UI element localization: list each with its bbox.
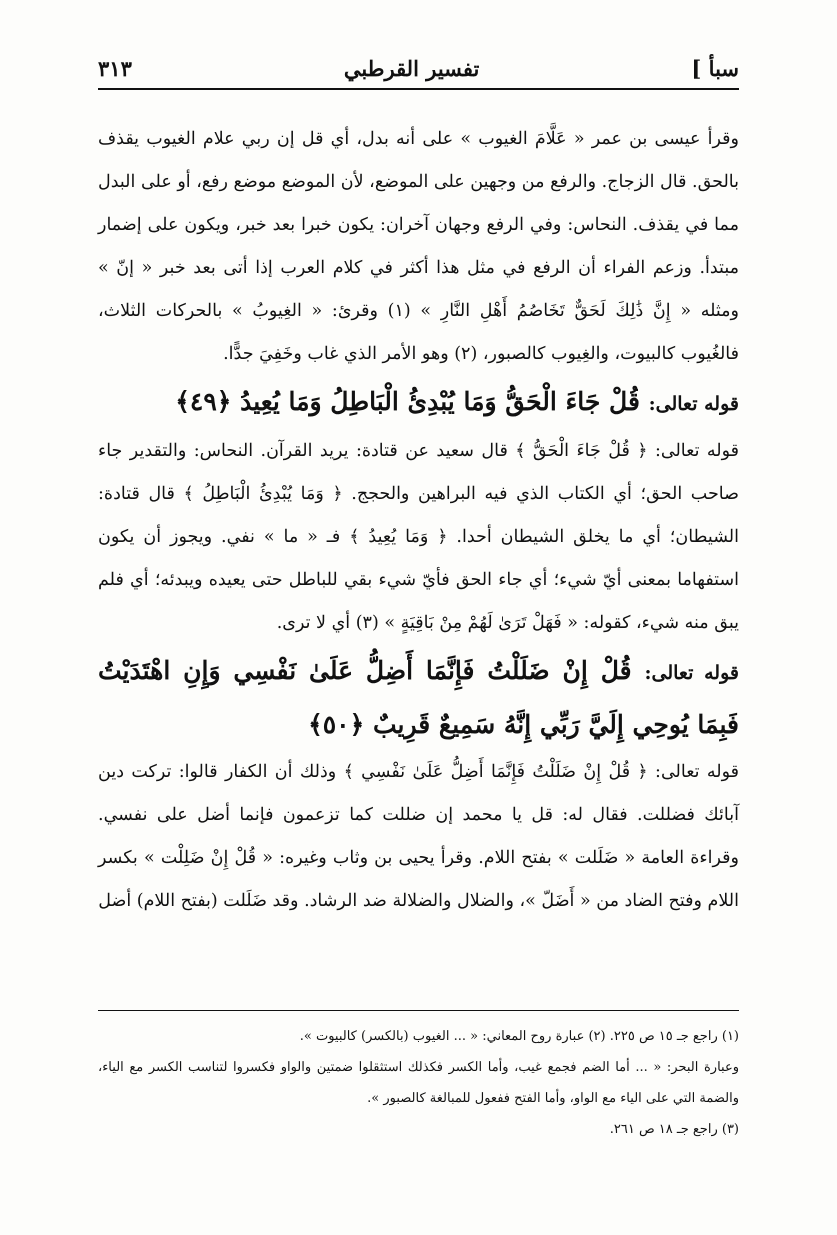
verse-intro-label: قوله تعالى: <box>644 662 739 684</box>
footnote: (٣) راجع جـ ١٨ ص ٢٦١. <box>609 1122 739 1137</box>
verse-text: قُلْ جَاءَ الْحَقُّ وَمَا يُبْدِئُ الْبَاطِلُ وَمَا يُعِيدُ ﴿٤٩﴾ <box>175 387 640 416</box>
verse-intro-label: قوله تعالى: <box>648 393 739 415</box>
surah-name: سبأ ] <box>691 55 739 81</box>
paragraph: قوله تعالى: ﴿ قُلْ إِنْ ضَلَلْتُ فَإِنَّمَا أَضِلُّ عَلَىٰ نَفْسِي ﴾ وذلك أن الكفار قالوا: تركت دين آبائك فضللت. فقال له: قل يا محمد إن ضللت كما تزعمون فإنما أضل على نفسي. وقراءة العامة « ضَلَلت » بفتح اللام. وقرأ يحيى بن وثاب وغيره: « قُلْ إِنْ ضَلِلْت » بكسر اللام وفتح الضاد من « أَضَلّ »، والضلال والضلالة ضد الرشاد. وقد ضَلَلت (بفتح اللام) أضل <box>98 762 739 911</box>
footnotes <box>98 1010 739 1145</box>
paragraph: وقرأ عيسى بن عمر « عَلَّامَ الغيوب » على أنه بدل، أي قل إن ربي علام الغيوب يقذف بالحق. قال الزجاج. والرفع من وجهين على الموضع، لأن الموضع موضع رفع، أو على البدل مما في يقذف. النحاس: وفي الرفع وجهان آخران: يكون خبرا بعد خبر، ويكون على إضمار مبتدأ. وزعم الفراء أن الرفع في مثل هذا أكثر في كلام العرب إذا أتى بعد خبر « إنّ » ومثله « إِنَّ ذَٰلِكَ لَحَقٌّ تَخَاصُمُ أَهْلِ النَّارِ » (١) وقرئ: « الغِيوبُ » بالحركات الثلاث، فالغُيوب كالبيوت، والغِيوب كالصبور، (٢) وهو الأمر الذي غاب وخَفِيَ جدًّا. <box>98 129 739 364</box>
footnote: وعبارة البحر: « ... أما الضم فجمع غيب، وأما الكسر فكذلك استثقلوا ضمتين والواو فكسروا لتناسب الكسر مع الياء، والضمة التي على الياء مع الواو، وأما الفتح ففعول للمبالغة كالصبور ». <box>98 1060 739 1106</box>
page-header <box>98 48 739 90</box>
footnote: (١) راجع جـ ١٥ ص ٢٢٥. (٢) عبارة روح المعاني: « ... الغيوب (بالكسر) كالبيوت ». <box>299 1029 739 1044</box>
quran-verse-50 <box>98 645 739 751</box>
page-number: ٣١٣ <box>98 55 132 81</box>
main-text <box>98 118 739 923</box>
quran-verse-49 <box>98 376 739 430</box>
verse-text: قُلْ إِنْ ضَلَلْتُ فَإِنَّمَا أَضِلُّ عَلَىٰ نَفْسِي وَإِنِ اهْتَدَيْتُ فَبِمَا يُوحِي إِلَيَّ رَبِّي إِنَّهُ سَمِيعٌ قَرِيبٌ ﴿٥٠﴾ <box>98 656 739 739</box>
running-title: تفسير القرطبي <box>343 55 480 81</box>
paragraph: قوله تعالى: ﴿ قُلْ جَاءَ الْحَقُّ ﴾ قال سعيد عن قتادة: يريد القرآن. النحاس: والتقدير جاء صاحب الحق؛ أي الكتاب الذي فيه البراهين والحجج. ﴿ وَمَا يُبْدِئُ الْبَاطِلُ ﴾ قال قتادة: الشيطان؛ أي ما يخلق الشيطان أحدا. ﴿ وَمَا يُعِيدُ ﴾ فـ « ما » نفي. ويجوز أن يكون استفهاما بمعنى أيّ شيء؛ أي جاء الحق فأيّ شيء بقي للباطل حتى يعيده ويبدئه؛ أي فلم يبق منه شيء، كقوله: « فَهَلْ تَرَىٰ لَهُمْ مِنْ بَاقِيَةٍ » (٣) أي لا ترى. <box>98 441 739 633</box>
